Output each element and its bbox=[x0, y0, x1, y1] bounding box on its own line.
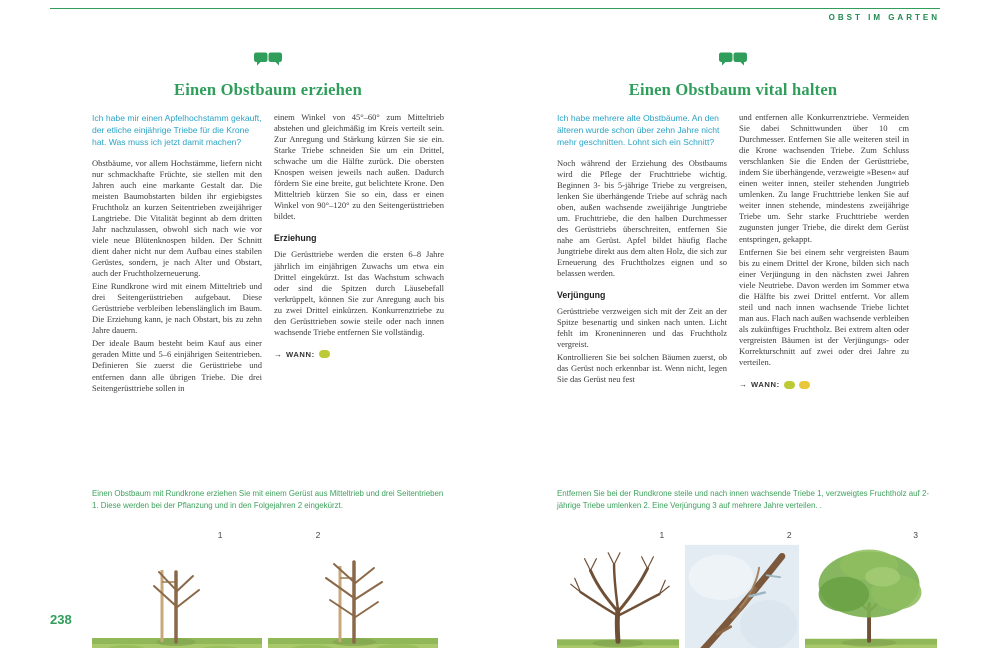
figure-old-tree bbox=[557, 528, 679, 648]
figure-leafy-tree bbox=[805, 528, 937, 648]
left-page bbox=[92, 40, 444, 648]
wann-label: WANN: bbox=[751, 380, 780, 390]
right-page-figures bbox=[557, 528, 937, 648]
wann-row bbox=[739, 380, 909, 389]
body-paragraph: einem Winkel von 45°–60° zum Mitteltrieb abstehen und gleichmäßig im Kreis verteilt sein. Zur Anregung und Stärkung kürzen Sie sie ein. Starke Triebe schneiden Sie um ein Drittel, schwache um die Hälfte zurück. Die obersten Knospen weisen jeweils nach außen. Dadurch fördern Sie eine breite, gut belichtete Krone. Den Mitteltrieb kürzen Sie so ein, dass er einen Winkel von 90°–120° zu den Seitengerüsttrieben bildet. bbox=[274, 112, 444, 222]
subheading: Erziehung bbox=[274, 233, 317, 244]
figure-caption: Einen Obstbaum mit Rundkrone erziehen Sie mit einem Gerüst aus Mitteltrieb und drei Seitentrieben 1. Diese werden bei der Pflanzung und in den Folgejahren 2 eingekürzt. bbox=[92, 489, 444, 511]
wann-label: WANN: bbox=[286, 349, 315, 359]
figure-young-tree-planting bbox=[92, 528, 262, 648]
running-head: OBST IM GARTEN bbox=[828, 13, 940, 22]
arrow-right-icon: → bbox=[274, 349, 282, 359]
page-number: 238 bbox=[50, 612, 72, 627]
reader-question: Ich habe mir einen Apfelhochstamm gekauft, der etliche einjährige Triebe für die Krone hat. Was muss ich jetzt damit machen? bbox=[92, 113, 262, 148]
young-tree-illustration bbox=[92, 536, 262, 648]
left-page-column-2 bbox=[274, 112, 444, 395]
right-page-title: Einen Obstbaum vital halten bbox=[628, 80, 838, 99]
figure-number: 2 bbox=[786, 530, 792, 540]
right-page-text bbox=[557, 52, 909, 389]
pruned-tree-illustration bbox=[268, 536, 438, 648]
subheading: Verjüngung bbox=[557, 290, 606, 301]
season-dot bbox=[799, 381, 810, 389]
body-paragraph: und entfernen alle Konkurrenztriebe. Vermeiden Sie dabei Schnittwunden über 10 cm Durchmesser. Entfernen Sie alle weiteren steil in die Krone wachsenden Triebe. Zum Schluss verschlanken Sie die Enden der Gerüsttriebe, indem Sie überhängende, verzweigte »Besen« auf einen weiter innen, steiler stehenden Jungtrieb umlenken. Zu lange Fruchttriebe lenken Sie auf weiter innen stehende, mindestens zweijährige Triebe um. Sehr starke Fruchttriebe werden zugunsten junger Triebe, die direkt dem Gerüst entspringen, gekappt. bbox=[739, 112, 909, 244]
body-paragraph: Eine Rundkrone wird mit einem Mitteltrieb und drei Seitengerüsttrieben aufgebaut. Diese Gerüsttriebe verbleiben lebenslänglich im Baum. Die Erziehung kann, je nach Obstart, bis zu zehn Jahre dauern. bbox=[92, 281, 262, 336]
speech-bubbles-icon bbox=[717, 52, 749, 74]
figure-tree-after-pruning bbox=[268, 528, 438, 648]
old-bare-tree-illustration bbox=[557, 536, 679, 648]
leafy-tree-illustration bbox=[805, 536, 937, 648]
right-page-columns bbox=[557, 112, 909, 389]
season-dot bbox=[319, 350, 330, 358]
body-paragraph: Obstbäume, vor allem Hochstämme, liefern nicht nur schmackhafte Früchte, sie stellen mit den Jahren auch eine markante Gestalt dar. Die meisten Baumobstarten bilden ihr ergiebigstes Fruchtholz an kurzen Seitentrieben zweijähriger Langtriebe. Die Vitalität beginnt ab dem dritten Jahr nachzulassen, obwohl sich nach wie vor viele neue Blütenknospen bilden. Der Schnitt dient daher nicht nur dem Aufbau eines stabilen Gerüstes, sondern, je nach Alter und Obstart, auch der Fruchtholzerneuerung. bbox=[92, 157, 262, 279]
body-paragraph: Gerüsttriebe verzweigen sich mit der Zeit an der Spitze besenartig und sinken nach unten. Licht fehlt im Kroneninneren und das Fruchtholz vergreist. bbox=[557, 306, 727, 350]
figure-number: 1 bbox=[659, 530, 665, 540]
figure-branch-detail bbox=[683, 528, 801, 648]
arrow-right-icon: → bbox=[739, 380, 747, 390]
right-page bbox=[557, 40, 941, 648]
right-page-column-1 bbox=[557, 112, 727, 389]
left-page-figures bbox=[92, 528, 438, 648]
body-paragraph: Kontrollieren Sie bei solchen Bäumen zuerst, ob das Gerüst noch erkennbar ist. Wenn nicht, legen Sie das Gerüst neu fest bbox=[557, 352, 727, 385]
top-rule bbox=[50, 8, 940, 9]
wann-row bbox=[274, 350, 444, 359]
right-page-column-2 bbox=[739, 112, 909, 389]
body-paragraph: Noch während der Erziehung des Obstbaums wird die Pflege der Fruchttriebe wichtig. Beginnen 3- bis 5-jährige Triebe zu vergreisen, lenken Sie überhängende Triebe auf schräg nach oben, außen wachsende zweijährige Jungtriebe um. Fruchttriebe, die den halben Durchmesser des Gerüsttriebs überschreiten, entfernen Sie nahe am Gerüst. Apfel bildet häufig flache Jungtriebe direkt aus dem alten Holz, die sich zur Erneuerung des Fruchtholzes eignen und so belassen werden. bbox=[557, 157, 727, 279]
left-page-column-1 bbox=[92, 112, 262, 395]
speech-bubbles-icon bbox=[253, 52, 283, 69]
body-paragraph: Der ideale Baum besteht beim Kauf aus einer geraden Mitte und 5–6 einjährigen Seitentrieben. Definieren Sie zuerst die Gerüsttriebe und entfernen dann alle übrigen Triebe. Die drei Seitengerüsttriebe sollen in bbox=[92, 338, 262, 393]
left-page-title: Einen Obstbaum erziehen bbox=[174, 80, 362, 99]
figure-caption: Entfernen Sie bei der Rundkrone steile und nach innen wachsende Triebe 1, verzweigtes Fruchtholz auf 2-jährige Triebe umlenken 2. Eine Verjüngung 3 auf mehrere Jahre verteilen. . bbox=[557, 489, 929, 511]
reader-question: Ich habe mehrere alte Obstbäume. An den älteren wurde schon über zehn Jahre nicht mehr geschnitten. Lohnt sich ein Schnitt? bbox=[557, 113, 720, 148]
speech-bubbles-icon bbox=[252, 52, 284, 74]
branch-closeup-illustration bbox=[683, 536, 801, 648]
figure-number: 2 bbox=[315, 530, 321, 540]
body-paragraph: Entfernen Sie bei einem sehr vergreisten Baum bis zu einem Drittel der Krone, bilden sich nach einer Verjüngung in den nächsten zwei Jahren viele Neutriebe. Davon werden im Sommer etwa die Hälfte bis zwei Drittel entfernt. Vor allem steil und nach innen wachsende Triebe lichtet man aus. Flach nach außen wachsende verbleiben als zukünftiges Fruchtholz. Bei extrem alten oder vergreisten Bäumen ist der Verjüngungs- oder Korrekturschnitt auf zwei oder drei Jahre zu verteilen. bbox=[739, 246, 909, 368]
body-paragraph: Die Gerüsttriebe werden die ersten 6–8 Jahre jährlich im einjährigen Zuwachs um etwa ein Drittel eingekürzt. Ist das Wachstum schwach oder sind die Spitzen durch Läusebefall verkrüppelt, können Sie zur Anregung auch bis zu zwei Drittel einkürzen. Konkurrenztriebe zu den Gerüsttrieben sowie steile oder nach innen wachsende Triebe entfernen Sie vollständig. bbox=[274, 249, 444, 337]
speech-bubbles-icon bbox=[718, 52, 748, 69]
figure-number: 3 bbox=[913, 530, 918, 540]
figure-number: 1 bbox=[217, 530, 223, 540]
season-dot bbox=[784, 381, 795, 389]
left-page-columns bbox=[92, 112, 444, 395]
